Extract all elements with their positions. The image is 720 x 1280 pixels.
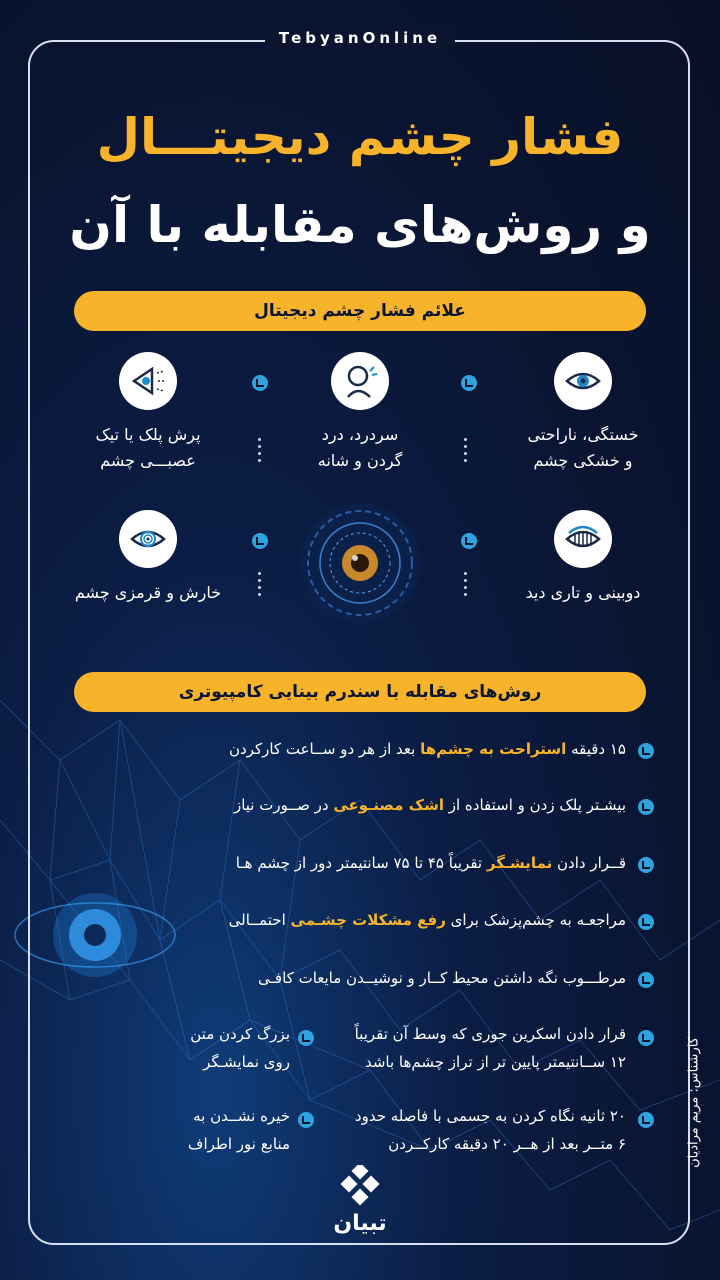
tip-item: قــرار دادن نمایشـگر تقریباً ۴۵ تا ۷۵ سانتیمتر دور از چشم هـا <box>235 854 626 872</box>
bullet-arrow-icon <box>638 743 654 759</box>
bullet-arrow-icon <box>638 799 654 815</box>
symptom-line: خارش و قرمزی چشم <box>74 583 222 602</box>
bullet-arrow-icon <box>461 375 477 391</box>
bullet-arrow-icon <box>638 1112 654 1128</box>
eye-twitch-icon <box>119 352 177 410</box>
title-line-2: و روش‌های مقابله با آن <box>69 196 651 254</box>
symptom-line: و خشکی چشم <box>533 451 633 470</box>
bullet-arrow-icon <box>298 1112 314 1128</box>
dotted-separator <box>258 568 262 600</box>
logo-text: تبیان <box>333 1211 387 1236</box>
symptom-line: پرش پلک یا تیک <box>95 425 201 444</box>
tip-item: بیشـتر پلک زدن و استفاده از اشک مصنـوعی در صــورت نیاز <box>233 796 626 814</box>
tip-item: مرطـــوب نگه داشتن محیط کــار و نوشیــدن مایعات کافـی <box>258 969 626 987</box>
bullet-arrow-icon <box>252 375 268 391</box>
tebyan-logo <box>322 1165 398 1236</box>
symptom-line: سردرد، درد <box>321 425 399 444</box>
symptom-itching <box>28 510 268 606</box>
eye-icon <box>554 352 612 410</box>
tip-item: قرار دادن اسکرین جوری که وسط آن تقریباً ۱۲ ســانتیمتر پایین تر از تراز چشم‌ها باشد <box>354 1025 626 1071</box>
title-line-1: فشار چشم دیجیتـــال <box>96 108 624 166</box>
symptom-line: گردن و شانه <box>317 451 403 470</box>
symptom-headache <box>240 352 480 474</box>
symptom-fatigue <box>463 352 703 474</box>
tip-item: ۱۵ دقیقه استراحت به چشم‌ها بعد از هر دو ســاعت کارکردن <box>229 740 626 758</box>
credit-text: کارشناس: مریم مرادیان <box>686 1037 702 1168</box>
dotted-separator <box>464 434 468 466</box>
headache-person-icon <box>331 352 389 410</box>
tebyan-logo-mark <box>337 1165 383 1205</box>
tip-item: خیره نشــدن به منابع نور اطراف <box>187 1107 290 1153</box>
bullet-arrow-icon <box>252 533 268 549</box>
methods-header: روش‌های مقابله با سندرم بینایی کامپیوتری <box>74 672 646 712</box>
tip-item: ۲۰ ثانیه نگاه کردن به جسمی با فاصله حدود ۶ متــر بعد از هــر ۲۰ دقیقه کارکــردن <box>354 1107 626 1153</box>
blurred-eye-icon <box>554 510 612 568</box>
dotted-separator <box>258 434 262 466</box>
spiral-eye-icon <box>119 510 177 568</box>
digital-eye-illustration <box>295 498 425 628</box>
dotted-separator <box>464 568 468 600</box>
symptom-eye-twitch <box>28 352 268 474</box>
bullet-arrow-icon <box>638 857 654 873</box>
bullet-arrow-icon <box>638 1030 654 1046</box>
bullet-arrow-icon <box>638 914 654 930</box>
tip-item: مراجعـه به چشم‌پزشک برای رفع مشکلات چشـمی احتمــالی <box>228 911 626 929</box>
symptom-line: دوبینی و تاری دید <box>525 583 641 602</box>
symptoms-header: علائم فشار چشم دیجیتال <box>74 291 646 331</box>
brand-name: TebyanOnline <box>265 29 455 47</box>
brand-header <box>0 28 720 47</box>
symptom-line: عصبـــی چشم <box>100 451 196 470</box>
bullet-arrow-icon <box>638 972 654 988</box>
tip-item: بزرگ کردن متن روی نمایشـگر <box>190 1025 290 1071</box>
bullet-arrow-icon <box>461 533 477 549</box>
symptom-line: خستگی، ناراحتی <box>527 425 639 444</box>
bullet-arrow-icon <box>298 1030 314 1046</box>
symptom-blurred-vision <box>463 510 703 606</box>
credit-vertical <box>684 1010 704 1200</box>
